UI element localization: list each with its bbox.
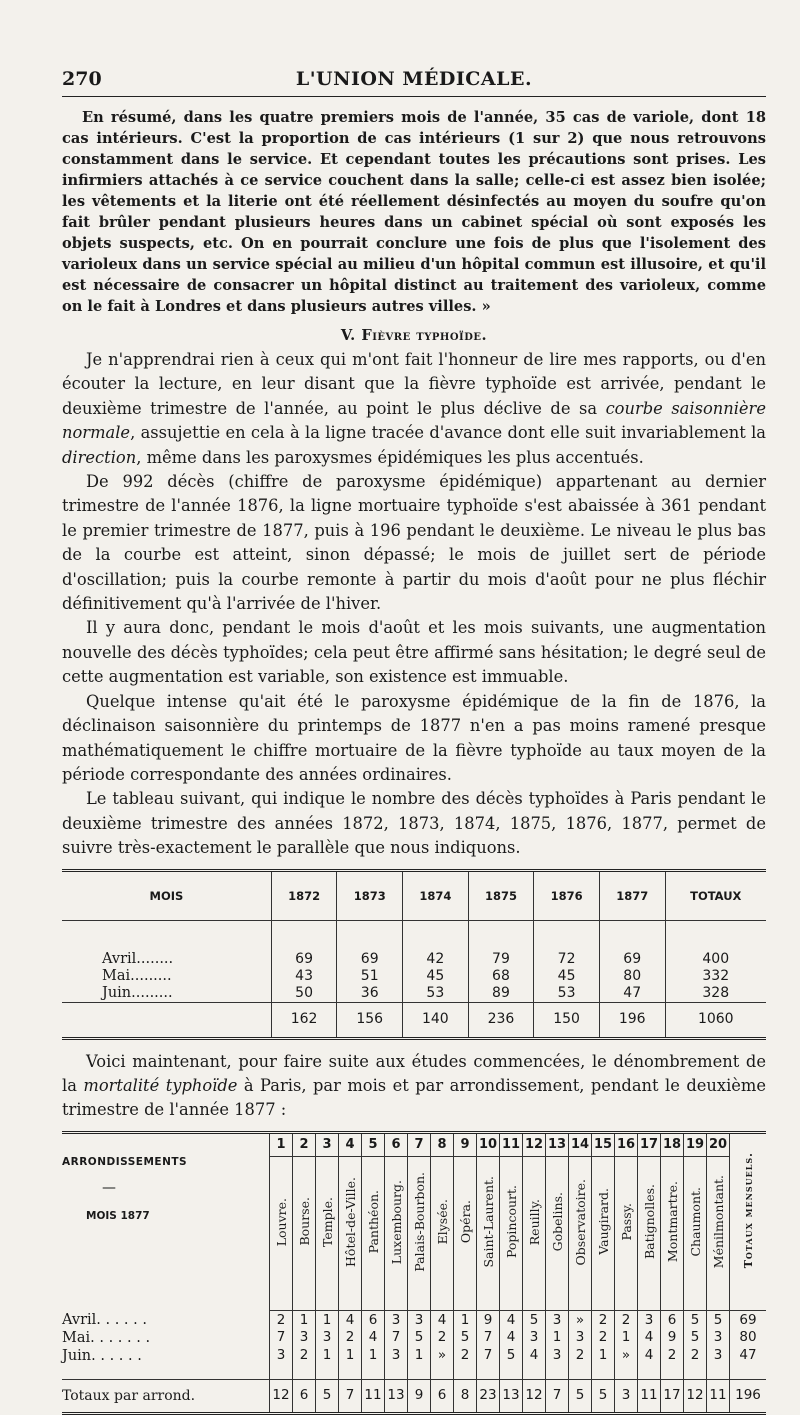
spacer-cell [316,1365,339,1380]
table-cell: 328 [665,985,766,1003]
table-cell: 4 [523,1347,546,1365]
table-cell: 4 [431,1311,454,1329]
arrondissement-number: 16 [615,1132,638,1156]
spacer-cell [293,1365,316,1380]
arrondissement-name-cell [270,1156,293,1287]
arrondissement-number: 9 [454,1132,477,1156]
page-number: 270 [62,68,102,90]
arrondissement-name: Vaugirard. [595,1188,611,1256]
spacer-cell [362,1287,385,1311]
arrondissement-name-cell [569,1156,592,1287]
table-cell: 4 [362,1329,385,1347]
total-cell: 11 [707,1379,730,1413]
total-cell: 9 [408,1379,431,1413]
table-cell: 3 [316,1329,339,1347]
paragraph-1 [62,348,766,470]
paragraph-2: De 992 décès (chiffre de paroxysme épidémique) appartenant au dernier trimestre de l'année 1876, la ligne mortuaire typhoïde s'est abaissée à 361 pendant le premier trimestre de 1877, puis à 196 pendant le deuxième. Le niveau le plus bas de la courbe est atteint, sinon dépassé; le mois de juillet sert de période d'oscillation; puis la courbe remonte à partir du mois d'août pour ne plus fléchir définitivement qu'à l'arrivée de l'hiver. [62,472,766,614]
arrondissement-name-cell [385,1156,408,1287]
row-label: Juin......... [102,984,173,1001]
grand-total: 196 [730,1379,767,1413]
paragraph-3: Il y aura donc, pendant le mois d'août et les mois suivants, une augmentation nouvelle des décès typhoïdes; cela peut être affirmé sans hésitation; le degré seul de cette augmentation est variable, son existence est immuable. [62,618,766,687]
table-cell: 7 [477,1347,500,1365]
table-row [62,985,766,1003]
italic-run: courbe saisonnière normale [62,398,766,443]
spacer-cell [730,1365,767,1380]
spacer-cell [684,1287,707,1311]
total-cell: 1060 [665,1002,766,1038]
table-cell: 1 [339,1347,362,1365]
table-cell: 2 [454,1347,477,1365]
table-cell: 36 [337,985,403,1003]
arrondissement-name-cell [546,1156,569,1287]
spacer-cell [592,1287,615,1311]
table-cell: 3 [408,1311,431,1329]
spacer-cell [638,1287,661,1311]
arrondissement-number: 13 [546,1132,569,1156]
spacer-cell [339,1365,362,1380]
total-cell: 3 [615,1379,638,1413]
total-cell: 13 [500,1379,523,1413]
row-total: 47 [730,1347,767,1365]
table-cell: 1 [546,1329,569,1347]
spacer-cell [523,1365,546,1380]
table-cell: 1 [615,1329,638,1347]
table-cell: 4 [339,1311,362,1329]
table-cell: 400 [665,951,766,968]
spacer-cell [546,1365,569,1380]
table-row [62,951,766,968]
arrondissement-name-cell [615,1156,638,1287]
total-cell: 6 [431,1379,454,1413]
table-cell: 4 [638,1329,661,1347]
table-header: 1877 [599,870,665,920]
table-cell: 2 [615,1311,638,1329]
arrondissement-number: 7 [408,1132,431,1156]
table-row [62,1311,766,1329]
table-row [62,968,766,985]
total-cell: 13 [385,1379,408,1413]
table-cell: 50 [271,985,337,1003]
table-row [62,1329,766,1347]
arrondissement-number: 11 [500,1132,523,1156]
totals-row [62,1002,766,1038]
total-cell: 17 [661,1379,684,1413]
spacer-cell [523,1287,546,1311]
table-cell: 7 [385,1329,408,1347]
table-header: 1873 [337,870,403,920]
table-cell: 2 [661,1347,684,1365]
total-cell: 5 [592,1379,615,1413]
table-cell: 3 [270,1347,293,1365]
table-cell: 47 [599,985,665,1003]
table-cell: 1 [362,1347,385,1365]
table-cell: 1 [316,1311,339,1329]
arrondissement-number: 2 [293,1132,316,1156]
arrondissement-name: Louvre. [273,1197,289,1246]
table-cell: 3 [707,1329,730,1347]
arrondissement-number: 18 [661,1132,684,1156]
arrondissement-number: 12 [523,1132,546,1156]
table-cell: 1 [408,1347,431,1365]
table-cell: 2 [293,1347,316,1365]
arrondissement-deaths-table [62,1131,766,1415]
arrondissement-name: Popincourt. [503,1185,519,1259]
arrondissement-number: 4 [339,1132,362,1156]
spacer-cell [339,1287,362,1311]
spacer-cell [730,1287,767,1311]
text-run: Voici maintenant, pour faire suite aux études commencées, le dénombrement de la [62,1051,766,1095]
arrondissement-name: Opéra. [457,1200,473,1244]
arrondissement-name-cell [592,1156,615,1287]
spacer-cell [62,1365,270,1380]
row-header-cell [62,1132,270,1287]
table-cell: 72 [534,951,600,968]
arrondissement-name-cell [362,1156,385,1287]
spacer-cell [385,1365,408,1380]
row-label [62,1002,271,1038]
arrondissement-name: Observatoire. [572,1178,588,1265]
spacer-cell [592,1365,615,1380]
spacer-row [62,1287,766,1311]
table-cell: 45 [534,968,600,985]
row-header-top: ARRONDISSEMENTS [62,1155,188,1168]
table-cell: » [615,1347,638,1365]
total-cell: 11 [638,1379,661,1413]
spacer-cell [569,1287,592,1311]
arrondissement-number: 17 [638,1132,661,1156]
totals-header-cell [730,1132,767,1287]
spacer-cell [431,1287,454,1311]
text-run: , même dans les paroxysmes épidémiques les plus accentués. [136,447,644,467]
arrondissement-name: Ménilmontant. [710,1175,726,1269]
arrondissement-name-cell [707,1156,730,1287]
row-label: Avril. . . . . . [62,1311,147,1328]
total-cell: 5 [316,1379,339,1413]
arrondissement-name-cell [477,1156,500,1287]
arrondissement-name: Saint-Laurent. [480,1175,496,1268]
table-cell: 3 [385,1347,408,1365]
arrondissement-name-cell [638,1156,661,1287]
spacer-cell [408,1287,431,1311]
arrondissement-number: 3 [316,1132,339,1156]
spacer-cell [362,1365,385,1380]
total-cell: 7 [339,1379,362,1413]
text-run: à Paris, par mois et par arrondissement, pendant le deuxième trimestre de l'année 1877 : [62,1075,766,1120]
arrondissement-number: 19 [684,1132,707,1156]
table-cell: 6 [362,1311,385,1329]
table-cell: 9 [661,1329,684,1347]
total-cell: 12 [684,1379,707,1413]
arrondissement-name-cell [408,1156,431,1287]
table-cell: 7 [270,1329,293,1347]
total-cell: 236 [468,1002,534,1038]
arrondissement-name: Montmartre. [664,1181,680,1263]
table-cell: 3 [293,1329,316,1347]
total-cell: 7 [546,1379,569,1413]
arrondissement-number: 10 [477,1132,500,1156]
total-cell: 11 [362,1379,385,1413]
arrondissement-name-cell [661,1156,684,1287]
spacer-cell [615,1287,638,1311]
table-cell: 7 [477,1329,500,1347]
spacer-cell [270,1365,293,1380]
table-header: TOTAUX [665,870,766,920]
spacer-cell [638,1365,661,1380]
spacer-row [62,920,766,951]
arrondissement-name: Passy. [618,1202,634,1241]
row-label: Juin. . . . . . [62,1347,142,1364]
totals-header: Totaux mensuels. [741,1152,755,1269]
table-cell: 3 [546,1347,569,1365]
row-label: Avril........ [102,950,174,967]
table-cell: 3 [546,1311,569,1329]
text-run: , assujettie en cela à la ligne tracée d'avance dont elle suit invariablement la [130,423,766,443]
total-cell: 5 [569,1379,592,1413]
total-cell: 150 [534,1002,600,1038]
running-head [62,62,766,97]
table-cell: 3 [569,1329,592,1347]
arrondissement-number: 20 [707,1132,730,1156]
arrondissement-number: 1 [270,1132,293,1156]
table-cell: 5 [408,1329,431,1347]
arrondissement-name: Hôtel-de-Ville. [342,1176,358,1267]
spacer-cell [661,1287,684,1311]
spacer-cell [385,1287,408,1311]
table-cell: 69 [337,951,403,968]
table-cell: 53 [534,985,600,1003]
totals-label: Totaux par arrond. [62,1379,270,1413]
row-label: Mai. . . . . . . [62,1329,151,1346]
arrondissement-number: 5 [362,1132,385,1156]
table-cell: 45 [403,968,469,985]
table-row [62,1347,766,1365]
table-cell: 1 [454,1311,477,1329]
arrondissement-number-row [62,1132,766,1156]
yearly-deaths-table [62,869,766,1040]
table-header: 1872 [271,870,337,920]
table-cell: 5 [707,1311,730,1329]
arrondissement-name-cell [684,1156,707,1287]
arrondissement-name: Luxembourg. [388,1179,404,1264]
table-cell: 4 [500,1329,523,1347]
row-label: Mai......... [102,967,172,984]
total-cell: 12 [270,1379,293,1413]
journal-title: L'UNION MÉDICALE. [295,68,533,90]
spacer-cell [454,1365,477,1380]
table-cell: 1 [293,1311,316,1329]
table-cell: 6 [661,1311,684,1329]
table-cell: 1 [592,1347,615,1365]
arrondissement-name: Batignolles. [641,1184,657,1260]
table-cell: 43 [271,968,337,985]
total-cell: 23 [477,1379,500,1413]
table-cell: 5 [684,1311,707,1329]
table-header: 1874 [403,870,469,920]
arrondissement-name: Reuilly. [526,1198,542,1245]
table-cell: 80 [599,968,665,985]
table-cell: 3 [638,1311,661,1329]
spacer-cell [661,1365,684,1380]
table-cell: 2 [431,1329,454,1347]
table-cell: 3 [707,1347,730,1365]
arrondissement-number: 14 [569,1132,592,1156]
spacer-cell [62,1287,270,1311]
total-cell: 12 [523,1379,546,1413]
total-cell: 8 [454,1379,477,1413]
table-cell: 2 [592,1311,615,1329]
arrondissement-name: Panthéon. [365,1190,381,1254]
table-cell: 68 [468,968,534,985]
spacer-cell [293,1287,316,1311]
arrondissement-name: Bourse. [296,1197,312,1247]
table-cell: 2 [339,1329,362,1347]
spacer-cell [707,1365,730,1380]
table-cell: 4 [638,1347,661,1365]
section-number: V. [340,327,356,344]
total-cell: 196 [599,1002,665,1038]
table-cell: 53 [403,985,469,1003]
table-cell: 5 [523,1311,546,1329]
row-total: 80 [730,1329,767,1347]
table-cell: 42 [403,951,469,968]
arrondissement-number: 6 [385,1132,408,1156]
arrondissement-name: Temple. [319,1196,335,1247]
total-cell: 6 [293,1379,316,1413]
paragraph-6 [62,1050,766,1123]
spacer-cell [454,1287,477,1311]
table-cell: 4 [500,1311,523,1329]
paragraph-4: Quelque intense qu'ait été le paroxysme épidémique de la fin de 1876, la déclinaison saisonnière du printemps de 1877 n'en a pas moins ramené presque mathématiquement le chiffre mortuaire de la fièvre typhoïde au taux moyen de la période correspondante des années ordinaires. [62,691,766,784]
arrondissement-name: Chaumont. [687,1186,703,1257]
text-run: Je n'apprendrai rien à ceux qui m'ont fait l'honneur de lire mes rapports, ou d'en écouter la lecture, en leur disant que la fièvre typhoïde est arrivée, pendant le deuxième trimestre de l'année, au point le plus déclive de sa [62,350,766,418]
totals-row [62,1379,766,1413]
section-title: Fièvre typhoïde. [361,327,488,344]
spacer-cell [500,1287,523,1311]
row-total: 69 [730,1311,767,1329]
spacer-cell [270,1287,293,1311]
table-cell: 2 [684,1347,707,1365]
arrondissement-name-cell [431,1156,454,1287]
spacer-cell [615,1365,638,1380]
table-cell: 69 [271,951,337,968]
table-cell: 2 [569,1347,592,1365]
spacer-cell [684,1365,707,1380]
arrondissement-name-cell [293,1156,316,1287]
spacer-cell [707,1287,730,1311]
table-cell: 3 [523,1329,546,1347]
table-cell: 3 [385,1311,408,1329]
spacer-cell [431,1365,454,1380]
paragraph-5: Le tableau suivant, qui indique le nombre des décès typhoïdes à Paris pendant le deuxième trimestre des années 1872, 1873, 1874, 1875, 1876, 1877, permet de suivre très-exactement le parallèle que nous indiquons. [62,789,766,858]
arrondissement-name: Gobelins. [549,1192,565,1252]
spacer-cell [477,1365,500,1380]
table-cell: 9 [477,1311,500,1329]
total-cell: 162 [271,1002,337,1038]
row-header-bottom: MOIS 1877 [86,1209,150,1222]
table-cell: 332 [665,968,766,985]
table-cell: 5 [454,1329,477,1347]
table-cell: 89 [468,985,534,1003]
arrondissement-name-cell [523,1156,546,1287]
spacer-row [62,1365,766,1380]
total-cell: 140 [403,1002,469,1038]
arrondissement-name: Palais-Bourbon. [411,1171,427,1272]
arrondissement-name-cell [316,1156,339,1287]
table-cell: » [431,1347,454,1365]
quoted-paragraph: En résumé, dans les quatre premiers mois de l'année, 35 cas de variole, dont 18 cas intérieurs. C'est la proportion de cas intérieurs (1 sur 2) que nous retrouvons constamment dans le service. Et cependant toutes les précautions sont prises. Les infirmiers attachés à ce service couchent dans la salle; celle-ci est assez bien isolée; les vêtements et la literie ont été réellement désinfectés au moyen du soufre qu'on fait brûler pendant plusieurs heures dans un cabinet spécial où sont exposés les objets suspects, etc. On en pourrait conclure une fois de plus que l'isolement des varioleux dans un service spécial au milieu d'un hôpital commun est illusoire, et qu'il est nécessaire de consacrer un hôpital distinct au traitement des varioleux, comme on le fait à Londres et dans plusieurs autres villes. » [62,109,766,315]
italic-run: direction [62,447,137,467]
table-cell: 51 [337,968,403,985]
table-cell: 1 [316,1347,339,1365]
table-header-row [62,870,766,920]
table-cell: 69 [599,951,665,968]
arrondissement-number: 15 [592,1132,615,1156]
spacer-cell [477,1287,500,1311]
table-cell: 2 [592,1329,615,1347]
table-cell: » [569,1311,592,1329]
spacer-cell [500,1365,523,1380]
total-cell: 156 [337,1002,403,1038]
spacer-cell [569,1365,592,1380]
table-header: MOIS [62,870,271,920]
arrondissement-number: 8 [431,1132,454,1156]
table-cell: 5 [500,1347,523,1365]
table-cell: 79 [468,951,534,968]
arrondissement-name-cell [339,1156,362,1287]
arrondissement-name: Elysée. [434,1199,450,1245]
spacer-cell [408,1365,431,1380]
section-heading [62,327,766,344]
table-cell: 5 [684,1329,707,1347]
spacer-cell [546,1287,569,1311]
arrondissement-name-cell [454,1156,477,1287]
row-header-dash: — [102,1179,116,1196]
table-header: 1876 [534,870,600,920]
spacer-cell [316,1287,339,1311]
table-header: 1875 [468,870,534,920]
arrondissement-name-cell [500,1156,523,1287]
table-cell: 2 [270,1311,293,1329]
italic-run: mortalité typhoïde [83,1075,238,1095]
